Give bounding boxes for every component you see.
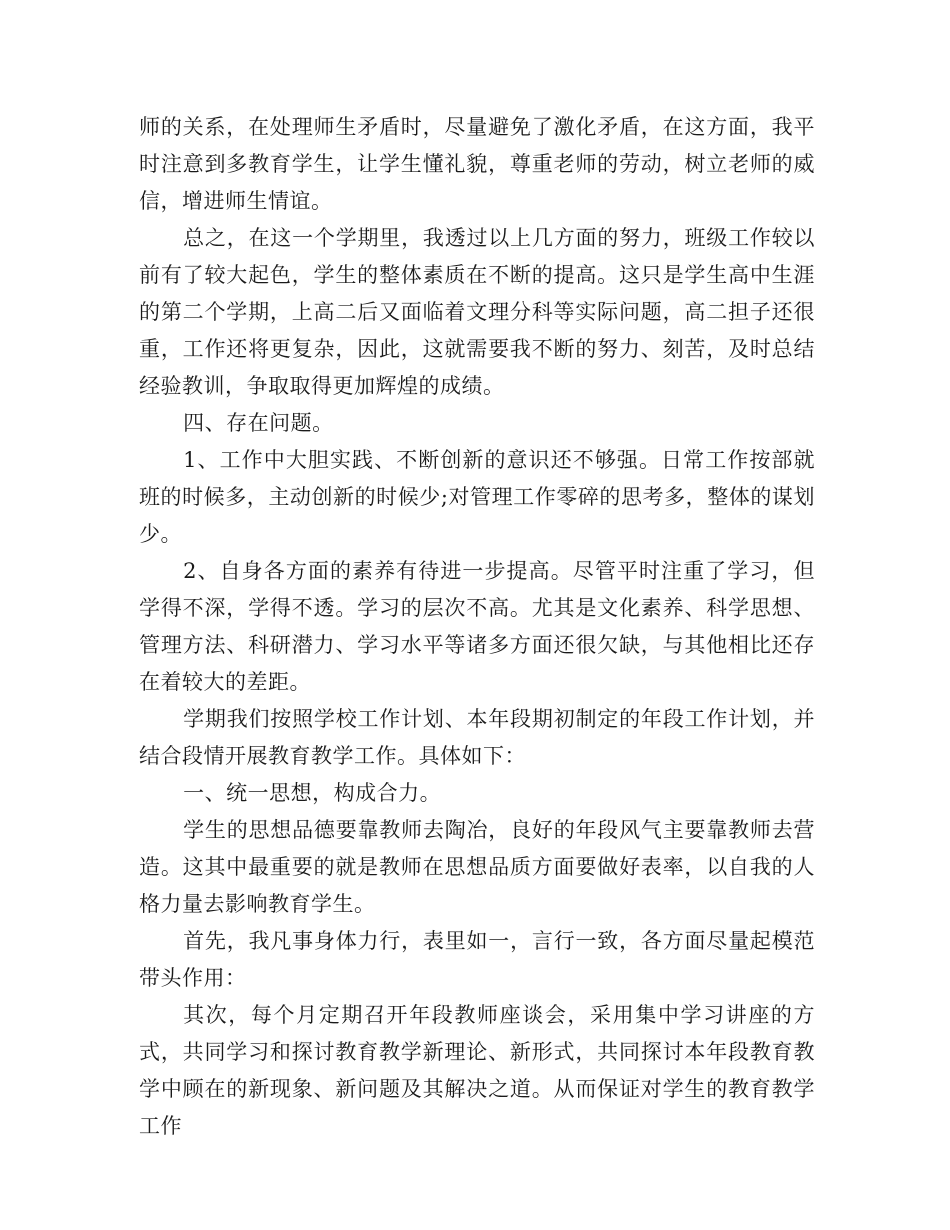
paragraph: 总之，在这一个学期里，我透过以上几方面的努力，班级工作较以前有了较大起色，学生的整体素质在不断的提高。这只是学生高中生涯的第二个学期，上高二后又面临着文理分科等实际问题，高二担子还很重，工作还将更复杂，因此，这就需要我不断的努力、刻苦，及时总结经验教训，争取取得更加辉煌的成绩。	[139, 226, 815, 398]
document-body	[139, 109, 815, 1145]
section-heading: 四、存在问题。	[183, 411, 334, 435]
paragraph: 其次，每个月定期召开年段教师座谈会，采用集中学习讲座的方式，共同学习和探讨教育教学新理论、新形式，共同探讨本年段教育教学中顾在的新现象、新问题及其解决之道。从而保证对学生的教育教学工作	[139, 1003, 815, 1138]
paragraph: 首先，我凡事身体力行，表里如一，言行一致，各方面尽量起模范带头作用：	[139, 929, 815, 990]
paragraph: 1、工作中大胆实践、不断创新的意识还不够强。日常工作按部就班的时候多，主动创新的时候少;对管理工作零碎的思考多，整体的谋划少。	[139, 448, 815, 546]
paragraph: 学生的思想品德要靠教师去陶冶，良好的年段风气主要靠教师去营造。这其中最重要的就是教师在思想品质方面要做好表率，以自我的人格力量去影响教育学生。	[139, 818, 815, 916]
section-heading: 一、统一思想，构成合力。	[183, 781, 442, 805]
paragraph: 2、自身各方面的素养有待进一步提高。尽管平时注重了学习，但学得不深，学得不透。学习的层次不高。尤其是文化素养、科学思想、管理方法、科研潜力、学习水平等诸多方面还很欠缺，与其他相比还存在着较大的差距。	[139, 559, 815, 694]
paragraph: 师的关系，在处理师生矛盾时，尽量避免了激化矛盾，在这方面，我平时注意到多教育学生，让学生懂礼貌，尊重老师的劳动，树立老师的威信，增进师生情谊。	[139, 115, 815, 213]
paragraph: 学期我们按照学校工作计划、本年段期初制定的年段工作计划，并结合段情开展教育教学工作。具体如下：	[139, 707, 815, 768]
